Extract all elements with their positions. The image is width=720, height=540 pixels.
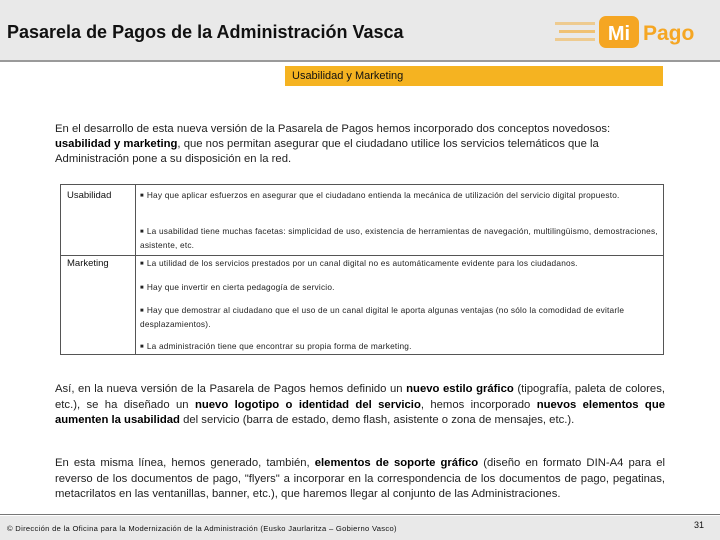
mipago-logo [555,14,715,52]
logo-pago-text: Pago [643,22,695,45]
header-divider [0,60,720,62]
footer-copyright: © Dirección de la Oficina para la Modernización de la Administración (Eusko Jaurlaritza – Gobierno Vasco) [7,524,397,533]
bullet-icon: ■ [140,308,144,314]
usabilidad-item-2: ■ La usabilidad tiene muchas facetas: simplicidad de uso, existencia de herramientas de navegación, multilingüismo, demostraciones, asistente, etc. [140,226,658,250]
paragraph-graphic-style: Así, en la nueva versión de la Pasarela de Pagos hemos definido un nuevo estilo gráfico (tipografía, paleta de colores, etc.), se ha diseñado un nuevo logotipo o identidad del servicio, hemos incorporado nuevos elementos que aumenten la usabilidad del servicio (barra de estado, demo flash, asistente o zona de mensajes, etc.). [55,383,666,426]
row-label-marketing: Marketing [67,258,109,269]
bullet-icon: ■ [140,229,144,235]
header-bar [0,0,720,60]
usabilidad-item-1: ■ Hay que aplicar esfuerzos en asegurar que el ciudadano entienda la mecánica de utilización del servicio digital propuesto. [140,190,620,200]
marketing-item-1: ■ La utilidad de los servicios prestados por un canal digital no es automáticamente evidente para los ciudadanos. [140,258,578,268]
intro-bold: usabilidad y marketing [55,138,178,150]
table-column-divider [135,185,136,354]
bullet-icon: ■ [140,285,144,291]
footer-bar [0,516,720,540]
bullet-icon: ■ [140,193,144,199]
page-number: 31 [693,520,704,530]
footer-divider [0,514,720,515]
marketing-item-4: ■ La administración tiene que encontrar su propia forma de marketing. [140,341,412,351]
section-label: Usabilidad y Marketing [285,66,663,86]
row-label-usabilidad: Usabilidad [67,190,112,201]
table-row-divider [61,255,663,256]
intro-paragraph: En el desarrollo de esta nueva versión de la Pasarela de Pagos hemos incorporado dos conceptos novedosos: usabilidad y marketing, que nos permitan asegurar que el ciudadano utilice los servicios telemáticos que la Administración pone a su disposición en la red. [55,123,611,165]
bullet-icon: ■ [140,344,144,350]
concepts-table [60,184,664,355]
marketing-item-2: ■ Hay que invertir en cierta pedagogía de servicio. [140,282,335,292]
logo-mi-text: Mi [607,23,631,45]
page-title: Pasarela de Pagos de la Administración Vasca [7,22,404,42]
bullet-icon: ■ [140,261,144,267]
marketing-item-3: ■ Hay que demostrar al ciudadano que el uso de un canal digital le aporta algunas ventajas (no sólo la comodidad de evitarle desplazamientos). [140,305,625,329]
paragraph-support-elements: En esta misma línea, hemos generado, también, elementos de soporte gráfico (diseño en formato DIN-A4 para el reverso de los documentos de pago, "flyers" a incorporar en la correspondencia de los documentos de pago, pegatinas, metacrilatos en las ventanillas, banner, etc.), que haremos llegar al conjunto de las Administraciones. [55,457,666,500]
